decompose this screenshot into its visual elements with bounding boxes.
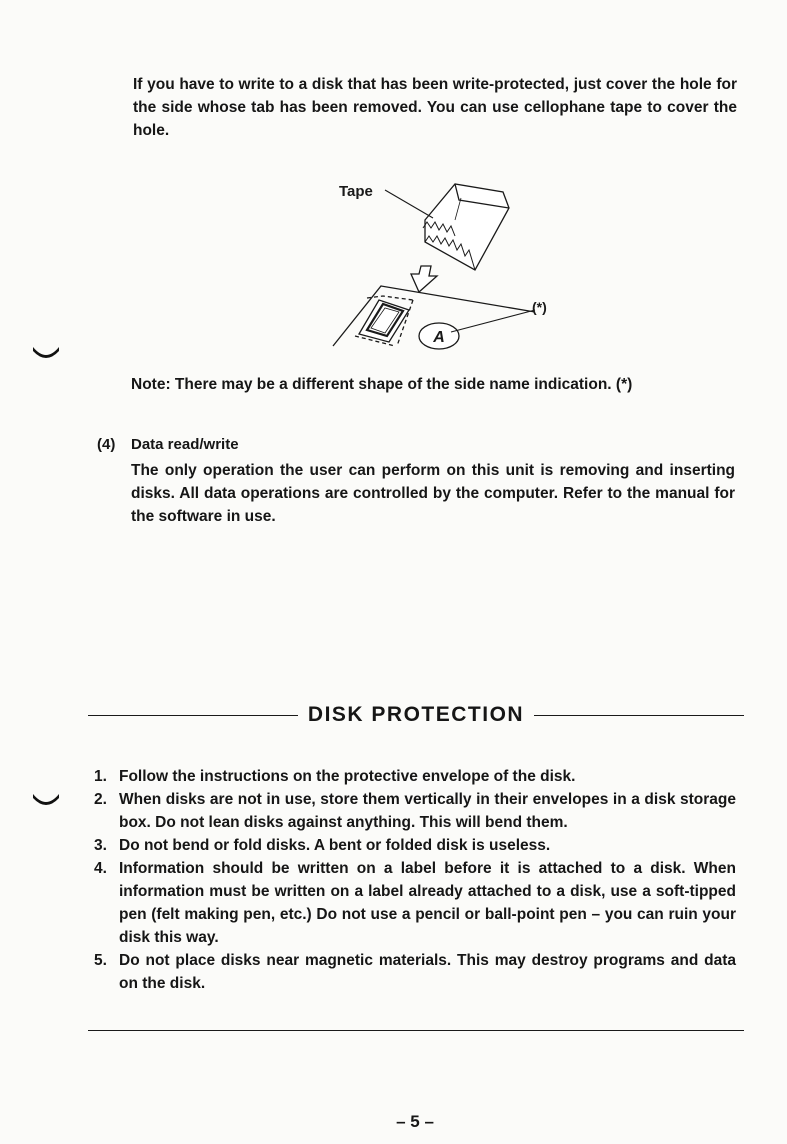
list-item [94, 857, 736, 949]
disk-protection-heading-row [88, 700, 744, 730]
heading-rule-right [534, 715, 744, 716]
asterisk-label: (*) [532, 299, 547, 315]
list-item [94, 834, 736, 857]
list-item [94, 788, 736, 834]
list-item-number: 5. [94, 952, 107, 969]
list-item-text: When disks are not in use, store them vertically in their envelopes in a disk storage box. Do not lean disks against anything. This will bend them. [119, 791, 736, 831]
shape-note: Note: There may be a different shape of the side name indication. (*) [131, 376, 633, 393]
list-item-number: 2. [94, 791, 107, 808]
list-item-text: Do not bend or fold disks. A bent or folded disk is useless. [119, 837, 551, 854]
list-item-text: Do not place disks near magnetic materials. This may destroy programs and data on the disk. [119, 952, 736, 992]
section-title: Data read/write [131, 436, 239, 453]
binder-hole-mark [32, 792, 60, 808]
intro-paragraph: If you have to write to a disk that has been write-protected, just cover the hole for the side whose tab has been removed. You can use cellophane tape to cover the hole. [133, 76, 737, 139]
tape-label: Tape [339, 183, 373, 200]
list-item-number: 3. [94, 837, 107, 854]
list-item-number: 4. [94, 860, 107, 877]
arrow-down-icon [411, 266, 437, 292]
page-number: – 5 – [396, 1112, 434, 1131]
list-item-number: 1. [94, 768, 107, 785]
binder-hole-mark [32, 345, 60, 361]
heading-rule-left [88, 715, 298, 716]
write-protect-tape-diagram [325, 170, 565, 360]
list-item-text: Follow the instructions on the protective envelope of the disk. [119, 768, 576, 785]
disk-protection-list [94, 765, 736, 995]
data-read-write-paragraph: The only operation the user can perform on this unit is removing and inserting disks. All data operations are controlled by the computer. Refer to the manual for the software in use. [131, 462, 735, 525]
section-number: (4) [97, 436, 116, 453]
list-item [94, 949, 736, 995]
list-item [94, 765, 736, 788]
disk-protection-heading: DISK PROTECTION [307, 703, 525, 726]
bottom-rule [88, 1030, 744, 1031]
list-item-text: Information should be written on a label before it is attached to a disk. When information must be written on a label already attached to a disk, use a soft-tipped pen (felt making pen, etc.) Do not use a pencil or ball-point pen – you can ruin your disk this way. [119, 860, 736, 946]
side-letter: A [433, 329, 445, 346]
